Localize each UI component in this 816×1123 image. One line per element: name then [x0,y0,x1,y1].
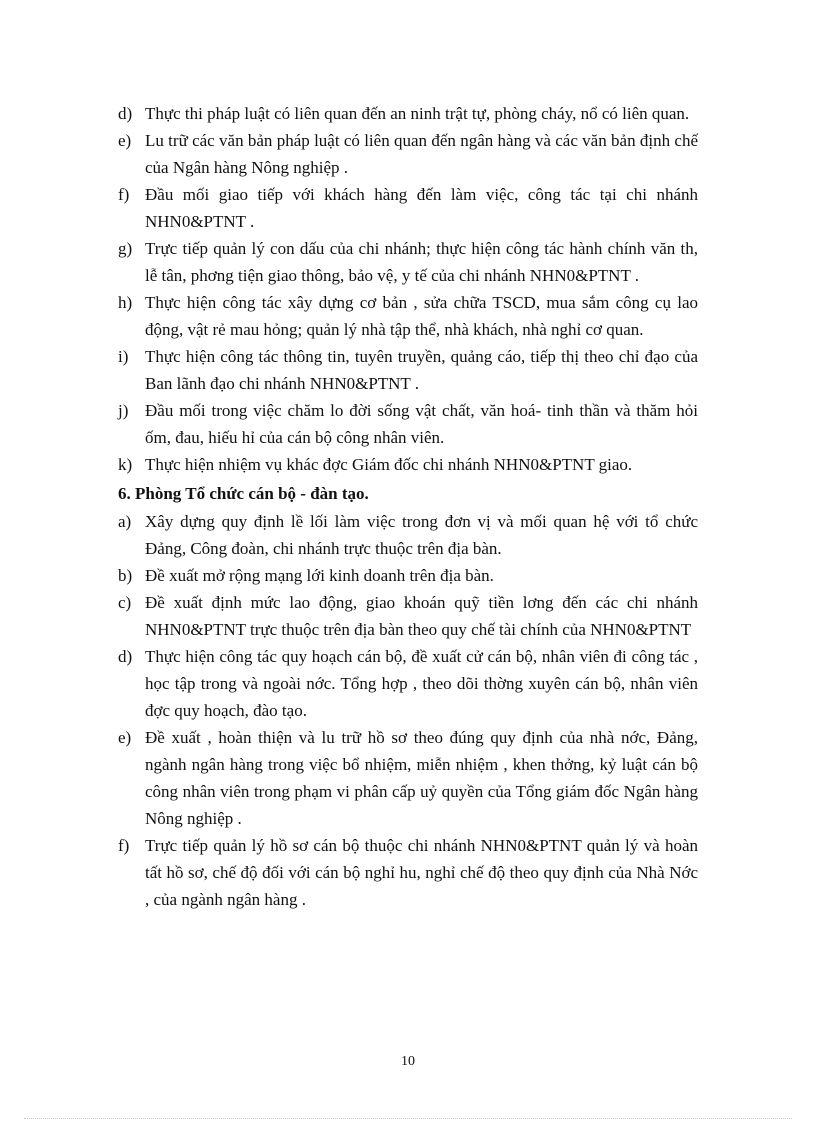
list-item-label: i) [118,347,129,366]
list-item-label: k) [118,455,133,474]
list-item-text: Đầu mối trong việc chăm lo đời sống vật chất, văn hoá- tinh thần và thăm hỏi ốm, đau, hiếu hỉ của cán bộ công nhân viên. [145,401,698,447]
list-item [118,508,698,562]
list-item-text: Thực thi pháp luật có liên quan đến an ninh trật tự, phòng cháy, nổ có liên quan. [145,104,690,123]
list-item-label: f) [118,185,130,204]
list-item-label: e) [118,131,132,150]
list-item-text: Đề xuất định mức lao động, giao khoán quỹ tiền lơng đến các chi nhánh NHN0&PTNT trực thuộc trên địa bàn theo quy chế tài chính của NHN0&PTNT [145,593,698,639]
list-item [118,832,698,913]
list-item-text: Thực hiện công tác xây dựng cơ bản , sửa chữa TSCD, mua sắm công cụ lao động, vật rẻ mau hỏng; quản lý nhà tập thể, nhà khách, nhà nghỉ cơ quan. [145,293,698,339]
list-item-text: Thực hiện công tác thông tin, tuyên truyền, quảng cáo, tiếp thị theo chỉ đạo của Ban lãnh đạo chi nhánh NHN0&PTNT . [145,347,698,393]
list-item-text: Đề xuất mở rộng mạng lới kinh doanh trên địa bàn. [145,566,494,585]
list-item-label: d) [118,104,133,123]
list-item [118,397,698,451]
list-item-label: c) [118,593,132,612]
list-item [118,235,698,289]
list-item-label: g) [118,239,133,258]
list-item-text: Đề xuất , hoàn thiện và lu trữ hồ sơ theo đúng quy định của nhà nớc, Đảng, ngành ngân hàng trong việc bổ nhiệm, miễn nhiệm , khen thởng, kỷ luật cán bộ công nhân viên trong phạm vi phân cấp uỷ quyền của Tổng giám đốc Ngân hàng Nông nghiệp . [145,728,698,828]
page-number: 10 [401,1054,415,1069]
list-item-label: a) [118,512,132,531]
list-item [118,451,698,478]
list-item-text: Thực hiện công tác quy hoạch cán bộ, đề xuất cử cán bộ, nhân viên đi công tác , học tập trong và ngoài nớc. Tổng hợp , theo dõi thờng xuyên cán bộ, nhân viên đợc quy hoạch, đào tạo. [145,647,698,720]
list-item [118,589,698,643]
list-item-label: j) [118,401,129,420]
list-item-text: Trực tiếp quản lý hồ sơ cán bộ thuộc chi nhánh NHN0&PTNT quản lý và hoàn tất hồ sơ, chế độ đối với cán bộ nghỉ hu, nghỉ chế độ theo quy định của Nhà Nớc , của ngành ngân hàng . [145,836,698,909]
list-item-label: b) [118,566,133,585]
list-item-label: e) [118,728,132,747]
list-item-text: Trực tiếp quản lý con dấu của chi nhánh; thực hiện công tác hành chính văn th, lễ tân, phơng tiện giao thông, bảo vệ, y tế của chi nhánh NHN0&PTNT . [145,239,698,285]
list-item [118,562,698,589]
list-item-label: d) [118,647,133,666]
section-heading: 6. Phòng Tổ chức cán bộ - đàn tạo. [118,484,369,503]
list-item [118,724,698,832]
page-bottom-border [24,1118,792,1119]
list-item-text: Xây dựng quy định lề lối làm việc trong đơn vị và mối quan hệ với tổ chức Đảng, Công đoàn, chi nhánh trực thuộc trên địa bàn. [145,512,698,558]
list-item-text: Thực hiện nhiệm vụ khác đợc Giám đốc chi nhánh NHN0&PTNT giao. [145,455,633,474]
list-item [118,343,698,397]
document-body [118,100,698,913]
list-item [118,181,698,235]
list-item [118,127,698,181]
list-item-text: Đầu mối giao tiếp với khách hàng đến làm việc, công tác tại chi nhánh NHN0&PTNT . [145,185,698,231]
list-item [118,289,698,343]
list-item [118,643,698,724]
list-item-text: Lu trữ các văn bản pháp luật có liên quan đến ngân hàng và các văn bản định chế của Ngân hàng Nông nghiệp . [145,131,698,177]
list-item-label: h) [118,293,133,312]
list-item [118,100,698,127]
list-item-label: f) [118,836,130,855]
duty-list-administration [118,100,698,478]
duty-list-personnel [118,508,698,913]
